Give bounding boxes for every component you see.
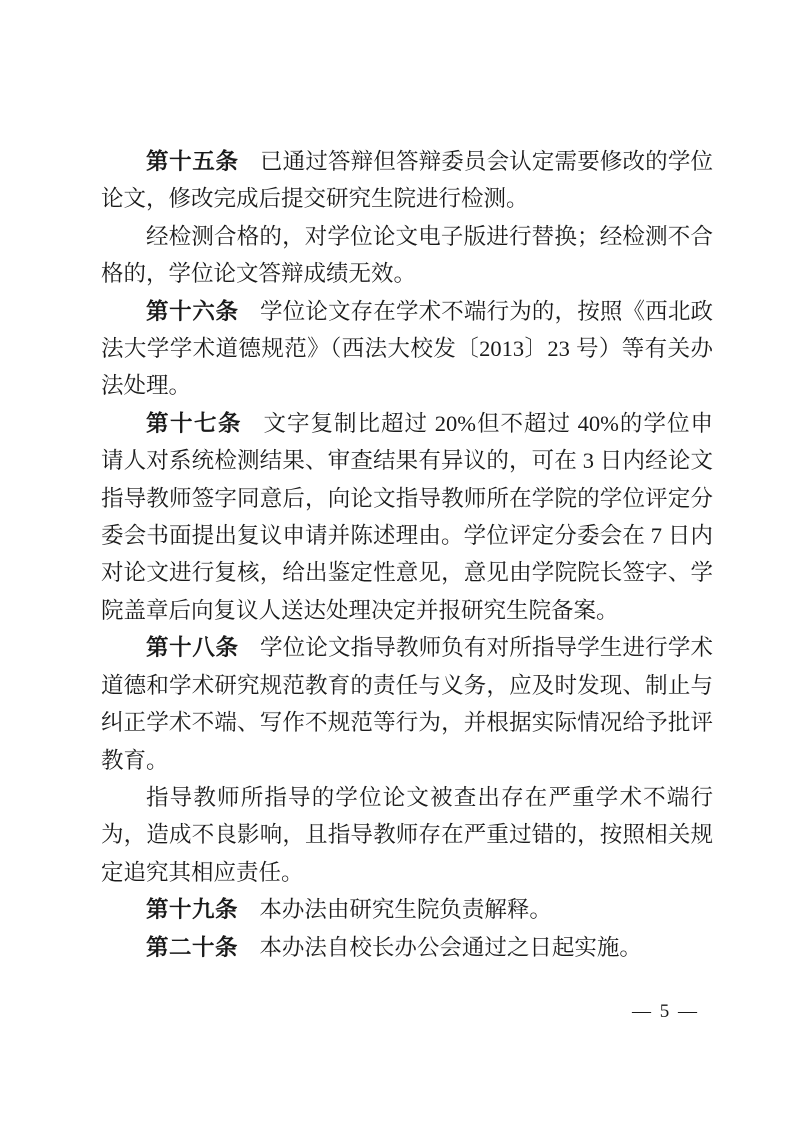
document-body [101, 143, 713, 966]
article-paragraph [101, 405, 713, 629]
article-text: 学位论文指导教师负有对所指导学生进行学术道德和学术研究规范教育的责任与义务，应及时发现、制止与纠正学术不端、写作不规范等行为，并根据实际情况给予批评教育。 [101, 635, 713, 773]
article-paragraph [101, 293, 713, 405]
article-text: 学位论文存在学术不端行为的，按照《西北政法大学学术道德规范》（西法大校发〔2013〕23 号）等有关办法处理。 [101, 298, 713, 399]
article-number: 第十八条 [146, 635, 239, 661]
article-number: 第二十条 [146, 934, 239, 960]
article-text: 指导教师所指导的学位论文被查出存在严重学术不端行为，造成不良影响，且指导教师存在严重过错的，按照相关规定追究其相应责任。 [101, 784, 713, 885]
article-paragraph [101, 218, 713, 293]
article-paragraph [101, 929, 713, 966]
article-text: 文字复制比超过 20%但不超过 40%的学位申请人对系统检测结果、审查结果有异议的，可在 3 日内经论文指导教师签字同意后，向论文指导教师所在学院的学位评定分委会书面提出复议申请并陈述理由。学位评定分委会在 7 日内对论文进行复核，给出鉴定性意见，意见由学院院长签字、学院盖章后向复议人送达处理决定并报研究生院备案。 [101, 410, 713, 623]
page-footer [632, 1000, 699, 1024]
article-paragraph [101, 891, 713, 928]
page-number: — 5 — [632, 1001, 699, 1022]
article-paragraph [101, 629, 713, 779]
article-text: 本办法自校长办公会通过之日起实施。 [259, 934, 642, 960]
article-number: 第十六条 [146, 298, 239, 324]
article-text: 本办法由研究生院负责解释。 [259, 897, 552, 923]
article-text: 已通过答辩但答辩委员会认定需要修改的学位论文，修改完成后提交研究生院进行检测。 [101, 149, 713, 212]
article-text: 经检测合格的，对学位论文电子版进行替换；经检测不合格的，学位论文答辩成绩无效。 [101, 223, 713, 287]
article-paragraph [101, 143, 713, 218]
article-number: 第十七条 [146, 410, 243, 436]
article-paragraph [101, 779, 713, 891]
article-number: 第十九条 [146, 897, 239, 923]
article-number: 第十五条 [146, 149, 239, 174]
